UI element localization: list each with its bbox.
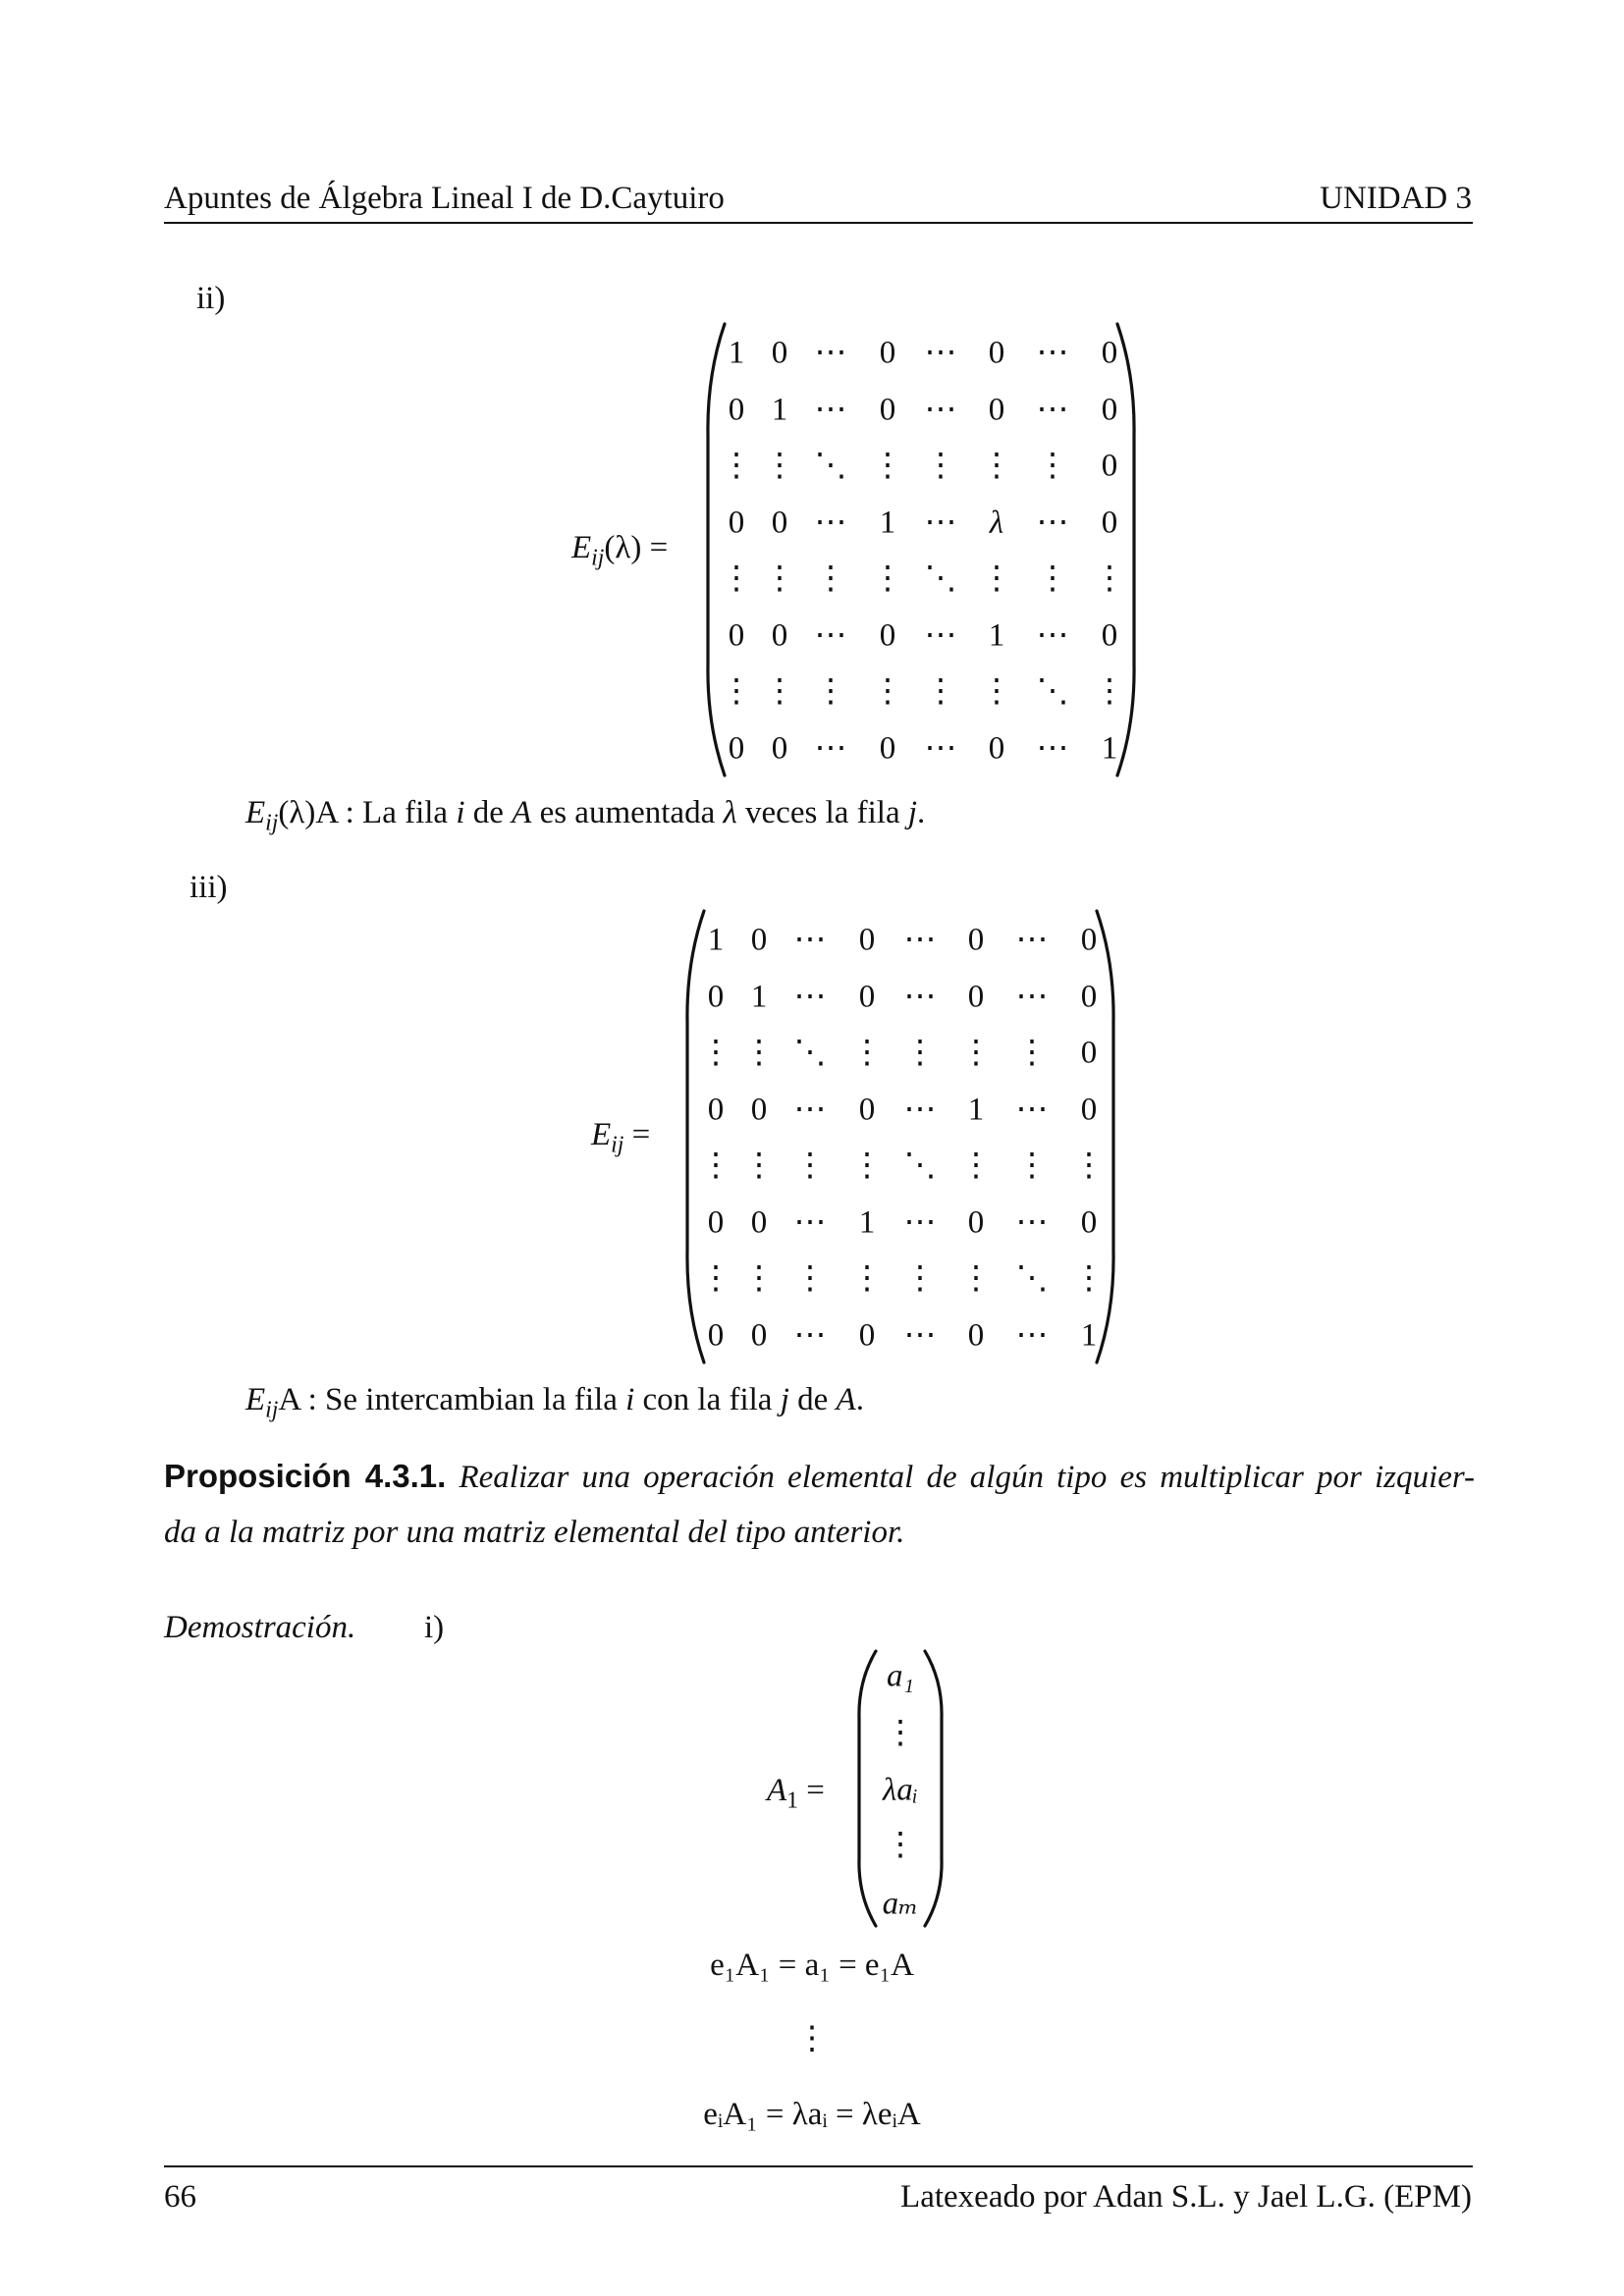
matrix-entry: ⋮ [763,448,796,484]
matrix-entry: ⋮ [763,561,796,597]
matrix-entry: ⋮ [850,1260,884,1297]
desc-var-i: i [625,1382,635,1417]
matrix-entry: 0 [1101,505,1118,540]
matrix-entry: 0 [750,1317,768,1353]
matrix-entry: ⋯ [1015,922,1049,958]
matrix-parentheses [705,320,1137,779]
proof-item-label: i) [424,1610,445,1645]
matrix-entry: 0 [750,922,768,958]
matrix-entry: 0 [1101,448,1118,484]
matrix-entry: ⋯ [814,392,847,427]
equation-vdots: ⋮ [795,2021,829,2056]
a1-equals: = [806,1773,825,1808]
matrix-entry: 0 [967,1317,985,1353]
matrix-entry: 1 [858,1204,876,1240]
matrix-entry: 0 [1101,392,1118,427]
matrix-entry: 0 [1080,1204,1098,1240]
matrix-entry: ⋮ [699,1148,732,1184]
vector-entry: ⋮ [884,1715,917,1751]
matrix-entry: ⋯ [924,617,957,653]
matrix-entry: 0 [988,335,1005,371]
matrix-entry: 0 [967,922,985,958]
matrix-entry: ⋮ [871,673,904,710]
matrix-entry: ⋮ [793,1148,827,1184]
matrix-entry: ⋮ [850,1035,884,1071]
matrix-entry: 0 [1101,335,1118,371]
elementary-matrix-eij [684,907,1116,1366]
lhs-equals: = [631,1117,651,1152]
elementary-matrix-eij-lambda [705,320,1137,779]
proposition-block [164,1449,1475,1560]
matrix-entry: ⋯ [903,979,937,1014]
matrix-entry: ⋯ [793,979,827,1014]
matrix-entry: ⋯ [793,1092,827,1127]
vector-entry: ⋮ [884,1827,917,1863]
matrix-entry: ⋮ [1093,673,1126,710]
matrix-entry: ⋮ [1072,1148,1106,1184]
eij-lambda-lhs [571,530,669,571]
matrix-entry: 0 [771,335,788,371]
matrix-entry: 0 [879,335,896,371]
matrix-entry: ⋮ [1015,1148,1049,1184]
matrix-entry: 0 [858,922,876,958]
matrix-entry: ⋯ [903,922,937,958]
matrix-entry: 0 [771,730,788,766]
desc-text-3: de [788,1382,837,1417]
matrix-entry: ⋮ [903,1035,937,1071]
matrix-entry: 0 [988,730,1005,766]
desc-var-A: A [512,795,532,830]
matrix-entry: ⋮ [980,448,1013,484]
matrix-entry: λ [989,505,1004,540]
matrix-entry: ⋯ [1036,730,1069,766]
matrix-entry: ⋯ [793,1317,827,1353]
matrix-entry: 0 [1080,922,1098,958]
matrix-entry: ⋮ [742,1148,776,1184]
proposition-heading: Proposición 4.3.1. [164,1458,447,1494]
matrix-entry: 0 [1080,979,1098,1014]
matrix-entry: 0 [879,617,896,653]
matrix-entry: ⋮ [924,673,957,710]
matrix-entry: ⋱ [1036,673,1069,710]
desc-text-2: de [464,795,513,830]
matrix-entry: ⋯ [903,1204,937,1240]
matrix-entry: ⋱ [1015,1260,1049,1297]
matrix-entry: ⋯ [1015,979,1049,1014]
proof-heading: Demostración. [164,1610,356,1645]
matrix-entry: ⋯ [814,730,847,766]
matrix-entry: 0 [858,1092,876,1127]
matrix-entry: ⋮ [1015,1035,1049,1071]
a1-lhs [767,1773,825,1814]
running-header-unit: UNIDAD 3 [1320,181,1472,216]
matrix-entry: ⋮ [1072,1260,1106,1297]
a1-subscript: 1 [786,1788,799,1814]
item-label-ii: ii) [196,281,226,316]
proposition-text-2: da a la matriz por una matriz elemental del tipo anterior. [164,1515,905,1550]
matrix-entry: 0 [707,1317,725,1353]
desc-text-4: veces la fila [736,795,908,830]
matrix-entry: ⋮ [699,1035,732,1071]
matrix-entry: ⋯ [924,335,957,371]
right-paren [925,1651,942,1926]
matrix-entry: 0 [988,392,1005,427]
footer-credit: Latexeado por Adan S.L. y Jael L.G. (EPM) [900,2179,1472,2215]
eij-lhs [591,1117,651,1158]
a1-symbol: A [767,1773,787,1808]
matrix-entry: ⋮ [980,561,1013,597]
matrix-entry: 0 [1080,1035,1098,1071]
lhs-argument: (λ) = [604,530,669,565]
matrix-entry: 0 [771,505,788,540]
matrix-entry: ⋯ [793,1204,827,1240]
desc-var-j: j [907,795,918,830]
matrix-entry: ⋮ [742,1035,776,1071]
matrix-entry: 1 [1080,1317,1098,1353]
lhs-subscript: ij [591,545,605,571]
proposition-text-1: Realizar una operación elemental de algún tipo es multiplicar por izquier- [459,1460,1476,1495]
page-number: 66 [164,2179,196,2215]
matrix-entry: ⋯ [903,1317,937,1353]
matrix-entry: 0 [707,1204,725,1240]
lhs-symbol: E [571,530,592,565]
eij-lambda-description: $E_{ij}(\lambda)A$ : La fila i de A es aumentada λ veces la fila j. [245,795,926,836]
desc-var-lambda: λ [723,795,737,830]
matrix-entry: 0 [707,979,725,1014]
matrix-entry: 1 [750,979,768,1014]
matrix-entry: ⋮ [903,1260,937,1297]
desc-var-j: j [780,1382,789,1417]
matrix-entry: ⋯ [1015,1204,1049,1240]
matrix-entry: ⋮ [1036,561,1069,597]
matrix-entry: ⋮ [871,561,904,597]
desc-text: A : Se intercambian la fila [278,1382,626,1417]
matrix-entry: ⋮ [814,561,847,597]
matrix-entry: ⋯ [793,922,827,958]
proposition-line-1 [164,1449,1475,1505]
desc-text-3: es aumentada [531,795,724,830]
matrix-entry: 1 [967,1092,985,1127]
matrix-entry: ⋯ [924,505,957,540]
matrix-entry: 0 [728,392,745,427]
matrix-entry: 0 [728,617,745,653]
desc-var-i: i [456,795,465,830]
matrix-entry: ⋯ [1015,1092,1049,1127]
running-header-title: Apuntes de Álgebra Lineal I de D.Caytuiro [164,181,725,216]
desc-text-2: con la fila [634,1382,781,1417]
matrix-entry: ⋮ [814,673,847,710]
matrix-entry: 0 [750,1204,768,1240]
matrix-parentheses [684,907,1116,1366]
desc-text: (λ)A : La fila [278,795,457,830]
eij-description: $E_{ij}A$ : Se intercambian la fila i con la fila j de A. [245,1382,864,1423]
matrix-entry: ⋯ [1036,617,1069,653]
matrix-entry: 1 [879,505,896,540]
matrix-entry: ⋮ [871,448,904,484]
matrix-entry: ⋮ [1093,561,1126,597]
equation-ei: eᵢA₁ = λaᵢ = λeᵢA [703,2097,921,2132]
vector-entry: a₁ [887,1658,914,1694]
matrix-entry: ⋮ [720,561,753,597]
item-label-iii: iii) [189,870,228,905]
lhs-subscript: ij [611,1132,624,1158]
column-vector-a1 [856,1647,945,1930]
matrix-entry: ⋮ [742,1260,776,1297]
matrix-entry: ⋮ [720,448,753,484]
matrix-entry: ⋯ [1036,335,1069,371]
matrix-entry: ⋯ [924,392,957,427]
vector-entry: aₘ [882,1886,919,1922]
matrix-entry: ⋮ [959,1148,993,1184]
matrix-entry: 0 [858,1317,876,1353]
header-rule [164,222,1473,224]
matrix-entry: 1 [728,335,745,371]
matrix-entry: ⋱ [793,1035,827,1071]
matrix-entry: ⋮ [980,673,1013,710]
matrix-entry: 0 [879,392,896,427]
matrix-entry: ⋮ [763,673,796,710]
vector-entry: λaᵢ [882,1772,919,1808]
matrix-entry: ⋯ [903,1092,937,1127]
matrix-entry: ⋱ [903,1148,937,1184]
matrix-entry: ⋮ [850,1148,884,1184]
matrix-entry: ⋮ [924,448,957,484]
matrix-entry: ⋮ [1036,448,1069,484]
desc-var-A: A [836,1382,856,1417]
footer-rule [164,2165,1473,2167]
matrix-entry: ⋯ [814,505,847,540]
matrix-entry: ⋮ [720,673,753,710]
matrix-entry: ⋯ [1036,392,1069,427]
matrix-entry: ⋯ [924,730,957,766]
matrix-entry: ⋯ [1015,1317,1049,1353]
matrix-entry: ⋮ [699,1260,732,1297]
left-paren [859,1651,876,1926]
matrix-entry: 0 [967,1204,985,1240]
desc-end: . [917,795,926,830]
matrix-entry: 0 [967,979,985,1014]
matrix-entry: 0 [1101,617,1118,653]
matrix-entry: ⋱ [924,561,957,597]
matrix-entry: 0 [728,730,745,766]
equation-e1: e₁A₁ = a₁ = e₁A [710,1948,914,1983]
matrix-entry: ⋮ [793,1260,827,1297]
matrix-entry: 0 [750,1092,768,1127]
matrix-entry: 0 [879,730,896,766]
matrix-entry: 0 [1080,1092,1098,1127]
matrix-entry: 0 [771,617,788,653]
matrix-entry: ⋯ [1036,505,1069,540]
matrix-entry: 1 [1101,730,1118,766]
matrix-entry: 1 [707,922,725,958]
matrix-entry: 1 [988,617,1005,653]
matrix-entry: 0 [728,505,745,540]
matrix-entry: ⋮ [959,1035,993,1071]
matrix-entry: 0 [707,1092,725,1127]
matrix-entry: 1 [771,392,788,427]
matrix-entry: ⋱ [814,448,847,484]
matrix-entry: ⋮ [959,1260,993,1297]
lhs-symbol: E [591,1117,612,1152]
matrix-entry: ⋯ [814,335,847,371]
desc-end: . [855,1382,864,1417]
matrix-entry: ⋯ [814,617,847,653]
matrix-entry: 0 [858,979,876,1014]
